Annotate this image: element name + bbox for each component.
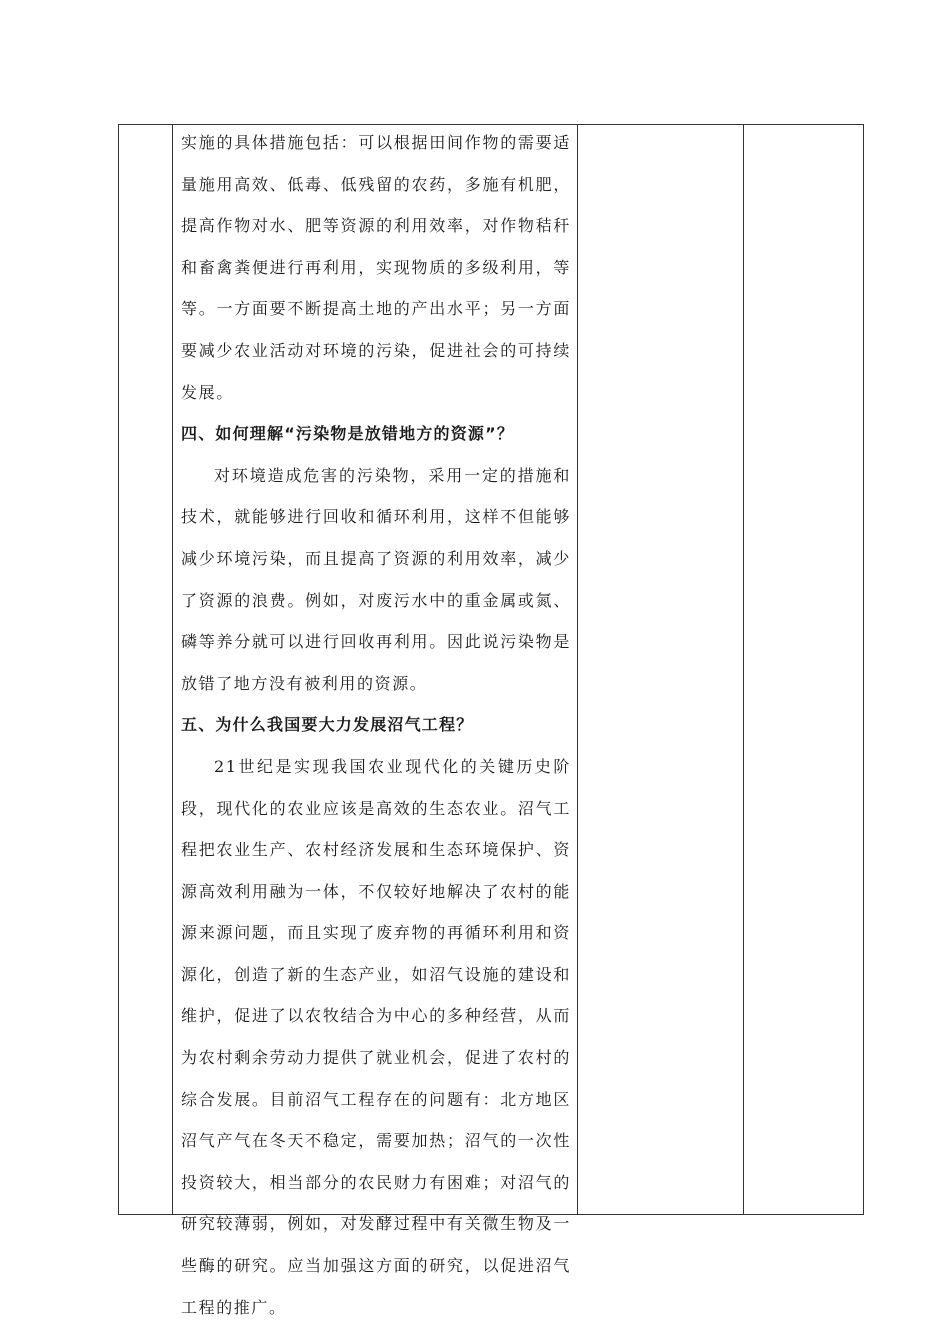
table-column-divider bbox=[577, 125, 578, 1214]
section-5-heading: 五、为什么我国要大力发展沼气工程？ bbox=[181, 715, 474, 735]
content-cell bbox=[181, 122, 571, 1328]
continuation-paragraph: 实施的具体措施包括：可以根据田间作物的需要适量施用高效、低毒、低残留的农药，多施有机肥，提高作物对水、肥等资源的利用效率，对作物秸秆和畜禽粪便进行再利用，实现物质的多级利用，等等。一方面要不断提高土地的产出水平；另一方面要减少农业活动对环境的污染，促进社会的可持续发展。 bbox=[181, 133, 571, 402]
table-column-divider bbox=[743, 125, 744, 1214]
section-4-heading: 四、如何理解“污染物是放错地方的资源”？ bbox=[181, 424, 515, 444]
table-column-divider bbox=[172, 125, 173, 1214]
section-5-body: 21世纪是实现我国农业现代化的关键历史阶段，现代化的农业应该是高效的生态农业。沼气工程把农业生产、农村经济发展和生态环境保护、资源高效利用融为一体，不仅较好地解决了农村的能源来源问题，而且实现了废弃物的再循环利用和资源化，创造了新的生态产业，如沼气设施的建设和维护，促进了以农牧结合为中心的多种经营，从而为农村剩余劳动力提供了就业机会，促进了农村的综合发展。目前沼气工程存在的问题有：北方地区沼气产气在冬天不稳定，需要加热；沼气的一次性投资较大，相当部分的农民财力有困难；对沼气的研究较薄弱，例如，对发酵过程中有关微生物及一些酶的研究。应当加强这方面的研究，以促进沼气工程的推广。 bbox=[181, 756, 571, 1317]
section-4-body: 对环境造成危害的污染物，采用一定的措施和技术，就能够进行回收和循环利用，这样不但能够减少环境污染，而且提高了资源的利用效率，减少了资源的浪费。例如，对废污水中的重金属或氮、磷等养分就可以进行回收再利用。因此说污染物是放错了地方没有被利用的资源。 bbox=[181, 465, 571, 693]
